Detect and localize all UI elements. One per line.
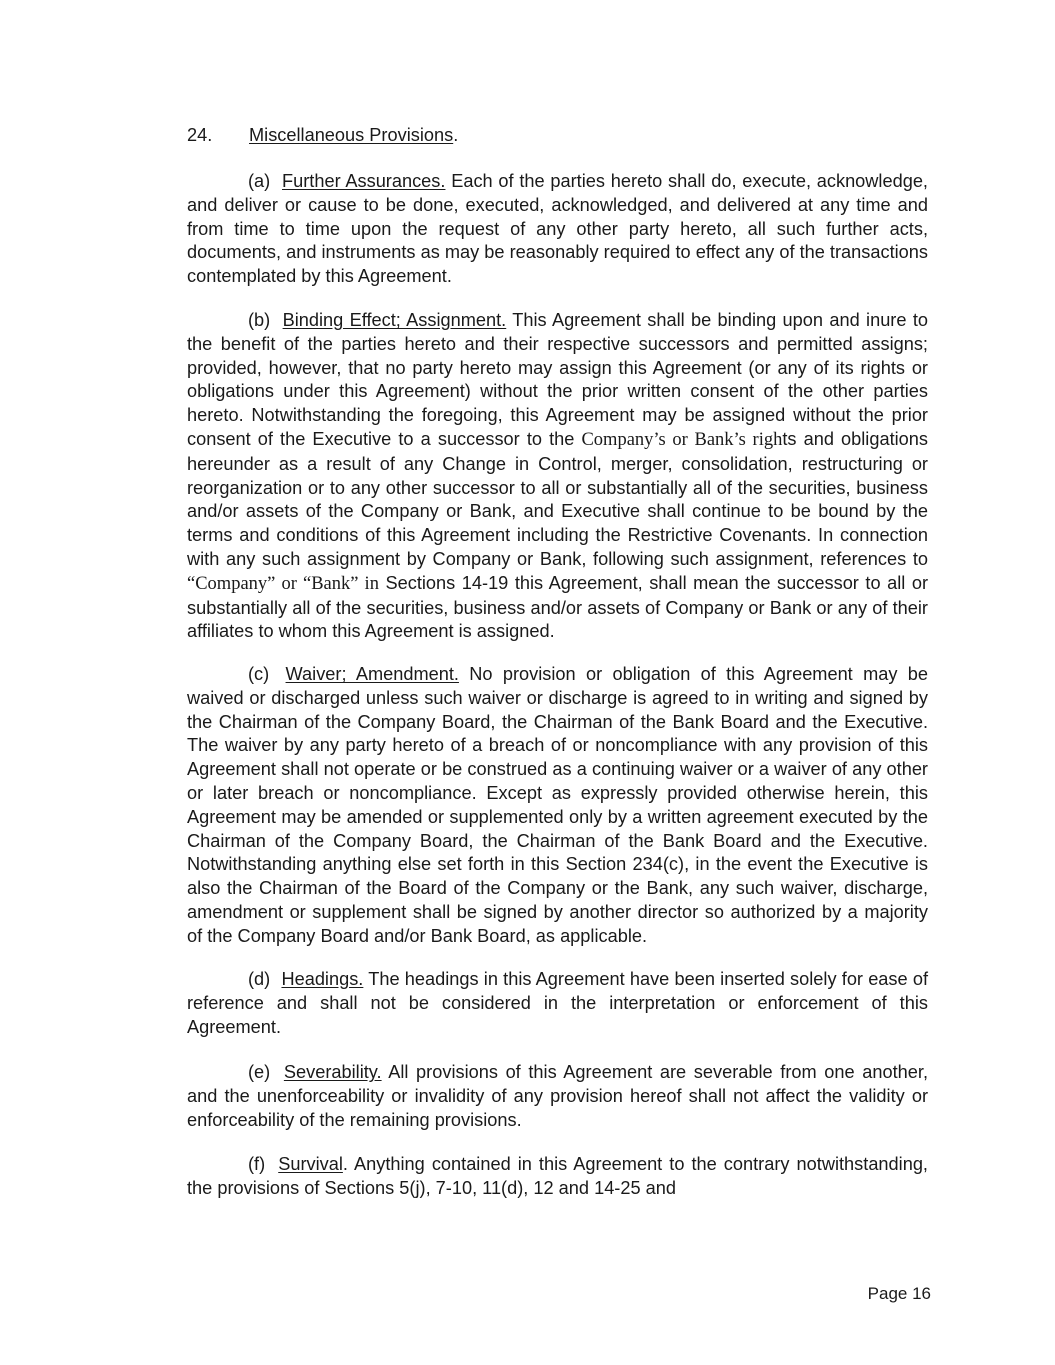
paragraph-text: All provisions of this Agreement are severable from one another, and the unenforceability or invalidity of any provision hereof shall not affect the validity or enforceability of the remaining provisions. [187,1062,928,1130]
paragraph-caption: Waiver; Amendment. [285,664,459,684]
paragraph-headings [187,968,928,1039]
section-heading [187,124,458,148]
paragraph-text: Each of the parties hereto shall do, execute, acknowledge, and deliver or cause to be done, executed, acknowledged, and delivered at any time and from time to time upon the request of any other party hereto, all such further acts, documents, and instruments as may be reasonably required to effect any of the transactions contemplated by this Agreement. [187,171,928,287]
paragraph-text-serif: “Company” or “Bank” in [187,573,379,594]
page-number: Page 16 [867,1284,931,1303]
paragraph-caption: Survival [278,1154,343,1174]
paragraph-caption: Headings. [281,969,364,989]
paragraph-label: (d) [248,969,271,989]
paragraph-caption: Binding Effect; Assignment. [282,310,507,330]
section-title: Miscellaneous Provisions [249,125,454,145]
paragraph-text: No provision or obligation of this Agreement may be waived or discharged unless such waiver or discharge is agreed to in writing and signed by the Chairman of the Company Board, the Chairman of the Bank Board and the Executive. The waiver by any party hereto of a breach of or noncompliance with any provision of this Agreement shall not operate or be construed as a continuing waiver or a waiver of any other or later breach or noncompliance. Except as expressly provided otherwise herein, this Agreement may be amended or supplemented only by a written agreement executed by the Chairman of the Company Board, the Chairman of the Bank Board and the Executive. Notwithstanding anything else set forth in this Section 234(c), in the event the Executive is also the Chairman of the Board of the Company or the Bank, any such waiver, discharge, amendment or supplement shall be signed by another director so authorized by a majority of the Company Board and/or Bank Board, as applicable. [187,664,928,946]
paragraph-caption: Further Assurances. [282,171,446,191]
paragraph-label: (a) [248,171,271,191]
paragraph-text-serif: Company’s or Bank’s righ [581,429,783,450]
paragraph-further-assurances [187,170,928,289]
paragraph-text: The headings in this Agreement have been inserted solely for ease of reference and shall not be considered in the interpretation or enforcement of this Agreement. [187,969,929,1037]
paragraph-binding-effect [187,309,928,644]
paragraph-survival [187,1153,928,1201]
paragraph-label: (f) [248,1154,266,1174]
paragraph-text: . Anything contained in this Agreement to the contrary notwithstanding, the provisions of Sections 5(j), 7-10, 11(d), 12 and 14-25 and [187,1154,928,1198]
paragraph-severability [187,1061,928,1132]
paragraph-text: This Agreement shall be binding upon and inure to the benefit of the parties hereto and their respective successors and permitted assigns; provided, however, that no party hereto may assign this Agreement (or any of its rights or obligations under this Agreement) without the prior written consent of the other parties hereto. Notwithstanding the foregoing, this Agreement may be assigned without the prior consent of the Executive to a successor to the [187,310,928,449]
paragraph-label: (e) [248,1062,271,1082]
paragraph-label: (b) [248,310,271,330]
paragraph-caption: Severability. [283,1062,382,1082]
paragraph-waiver-amendment [187,663,928,949]
paragraph-text: Sections 14-19 this Agreement, shall mean the successor to all or substantially all of the securities, business and/or assets of Company or Bank or any of their affiliates to whom this Agreement is assigned. [187,572,928,642]
section-number: 24. [187,125,213,145]
section-title-period: . [453,125,459,145]
paragraph-label: (c) [248,664,270,684]
paragraph-text: ts and obligations hereunder as a result of any Change in Control, merger, consolidation, restructuring or reorganization or to any other successor to all or substantially all of the securities, business and/or assets of the Company or Bank, and Executive shall continue to be bound by the terms and conditions of this Agreement including the Restrictive Covenants. In connection with any such assignment by Company or Bank, following such assignment, references to [187,428,928,569]
